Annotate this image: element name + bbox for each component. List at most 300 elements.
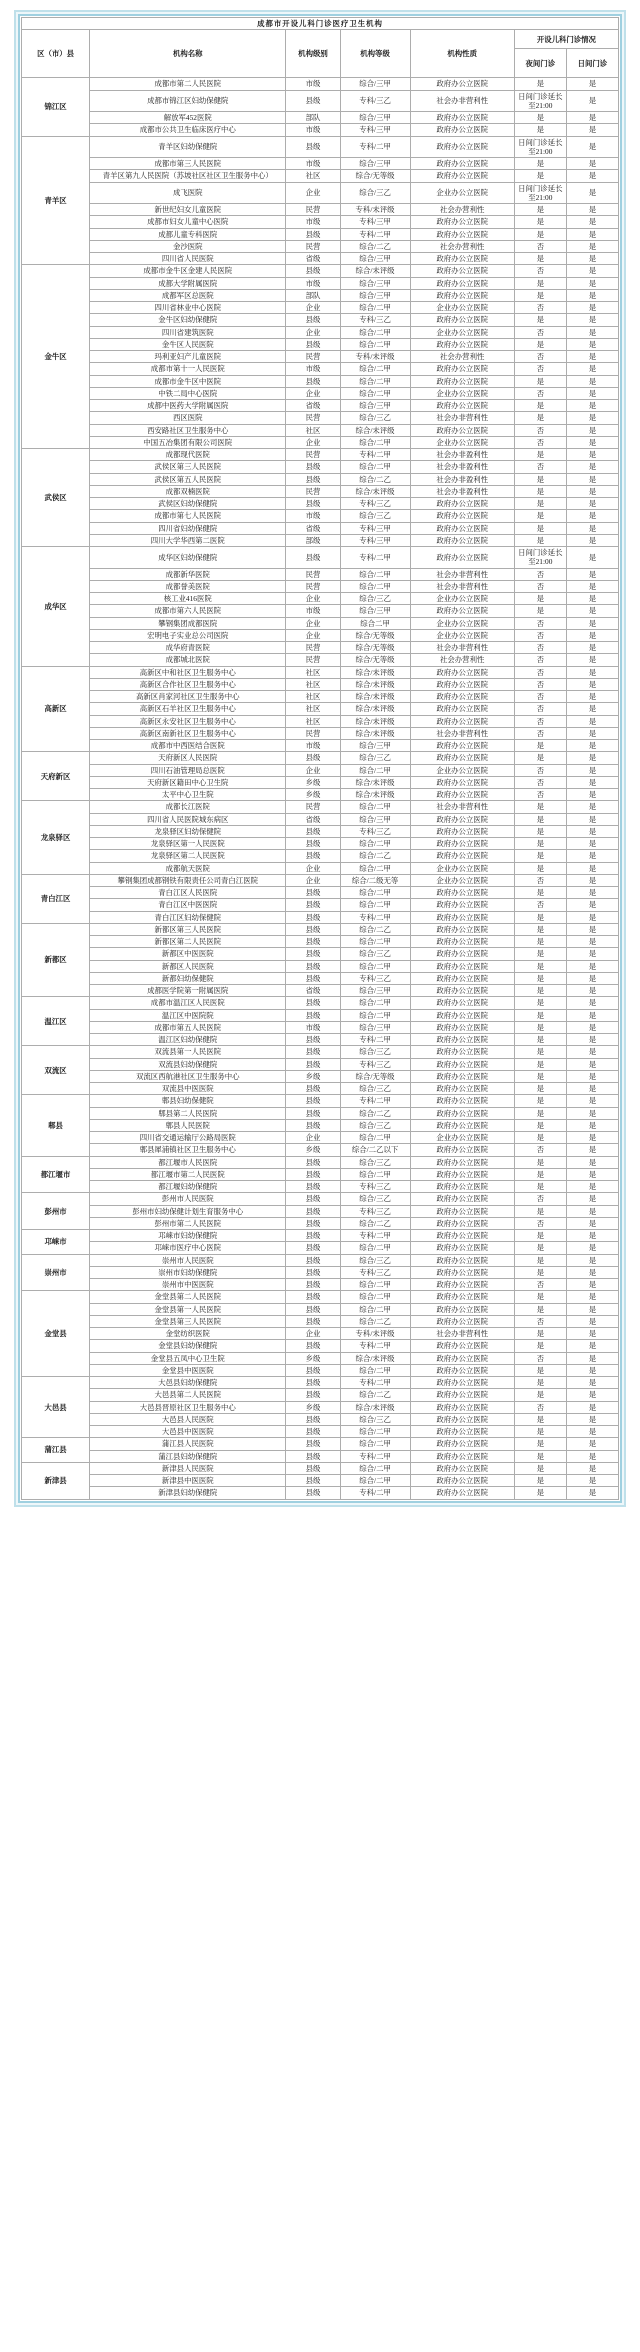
- day-clinic-cell: 是: [566, 547, 618, 569]
- institution-grade-cell: 专科/未评级: [340, 1328, 410, 1340]
- institution-level-cell: 县级: [286, 1095, 340, 1107]
- institution-nature-cell: 政府办公立医院: [410, 838, 514, 850]
- institution-nature-cell: 社会办非营利性: [410, 412, 514, 424]
- table-row: [22, 862, 619, 874]
- institution-grade-cell: 综合/二甲: [340, 1291, 410, 1303]
- institution-nature-cell: 政府办公立医院: [410, 1438, 514, 1450]
- institution-level-cell: 县级: [286, 1205, 340, 1217]
- night-clinic-cell: 是: [514, 1156, 566, 1168]
- institution-level-cell: 企业: [286, 1132, 340, 1144]
- institution-grade-cell: 专科/二甲: [340, 1340, 410, 1352]
- institution-nature-cell: 政府办公立医院: [410, 1303, 514, 1315]
- institution-nature-cell: 政府办公立医院: [410, 228, 514, 240]
- institution-grade-cell: 综合/二甲: [340, 338, 410, 350]
- table-row: [22, 1364, 619, 1376]
- night-clinic-cell: 日间门诊延长至21:00: [514, 547, 566, 569]
- night-clinic-cell: 是: [514, 1009, 566, 1021]
- region-cell: 郫县: [22, 1095, 90, 1156]
- table-row: [22, 1475, 619, 1487]
- institution-grade-cell: 综合/二甲: [340, 387, 410, 399]
- institution-level-cell: 县级: [286, 1168, 340, 1180]
- institution-name-cell: 攀钢集团成都钢铁有限责任公司青白江医院: [90, 874, 286, 886]
- institution-nature-cell: 政府办公立医院: [410, 1254, 514, 1266]
- institution-nature-cell: 政府办公立医院: [410, 972, 514, 984]
- institution-grade-cell: 综合/三甲: [340, 1021, 410, 1033]
- institution-nature-cell: 社会办非营利性: [410, 568, 514, 580]
- night-clinic-cell: 是: [514, 1046, 566, 1058]
- institution-nature-cell: 政府办公立医院: [410, 1352, 514, 1364]
- institution-nature-cell: 政府办公立医院: [410, 1009, 514, 1021]
- institution-name-cell: 成都军区总医院: [90, 289, 286, 301]
- institution-name-cell: 郫县第二人民医院: [90, 1107, 286, 1119]
- institution-name-cell: 新世纪妇女儿童医院: [90, 204, 286, 216]
- region-cell: 金牛区: [22, 265, 90, 449]
- institution-name-cell: 新都区第三人民医院: [90, 923, 286, 935]
- institution-name-cell: 四川省人民医院: [90, 253, 286, 265]
- institution-grade-cell: 综合/三甲: [340, 78, 410, 90]
- institution-name-cell: 郫县人民医院: [90, 1119, 286, 1131]
- night-clinic-cell: 否: [514, 1352, 566, 1364]
- institution-grade-cell: 综合/未评级: [340, 666, 410, 678]
- institution-name-cell: 新津县中医医院: [90, 1475, 286, 1487]
- institution-grade-cell: 综合/二甲: [340, 580, 410, 592]
- day-clinic-cell: 是: [566, 1389, 618, 1401]
- day-clinic-cell: 是: [566, 1230, 618, 1242]
- table-row: [22, 1242, 619, 1254]
- night-clinic-cell: 是: [514, 752, 566, 764]
- table-row: [22, 691, 619, 703]
- institution-name-cell: 蒲江县人民医院: [90, 1438, 286, 1450]
- institution-grade-cell: 综合/三乙: [340, 948, 410, 960]
- institution-level-cell: 企业: [286, 629, 340, 641]
- day-clinic-cell: 是: [566, 1132, 618, 1144]
- institution-nature-cell: 政府办公立医院: [410, 498, 514, 510]
- institution-nature-cell: 政府办公立医院: [410, 1217, 514, 1229]
- day-clinic-cell: 是: [566, 522, 618, 534]
- institution-name-cell: 四川大学华西第二医院: [90, 534, 286, 546]
- institution-nature-cell: 社会办非营利性: [410, 580, 514, 592]
- institution-level-cell: 县级: [286, 1487, 340, 1499]
- night-clinic-cell: 否: [514, 691, 566, 703]
- region-cell: 双流区: [22, 1046, 90, 1095]
- region-cell: 天府新区: [22, 752, 90, 801]
- institution-level-cell: 社区: [286, 691, 340, 703]
- night-clinic-cell: 是: [514, 1291, 566, 1303]
- day-clinic-cell: 是: [566, 78, 618, 90]
- institution-name-cell: 彭州市第二人民医院: [90, 1217, 286, 1229]
- region-cell: 彭州市: [22, 1193, 90, 1230]
- day-clinic-cell: 是: [566, 801, 618, 813]
- institution-grade-cell: 综合/二甲: [340, 375, 410, 387]
- table-row: [22, 436, 619, 448]
- institution-name-cell: 高新区合作社区卫生服务中心: [90, 678, 286, 690]
- institution-nature-cell: 企业办公立医院: [410, 436, 514, 448]
- institution-name-cell: 成都新华医院: [90, 568, 286, 580]
- table-row: [22, 449, 619, 461]
- institution-name-cell: 温江区中医院院: [90, 1009, 286, 1021]
- institution-level-cell: 社区: [286, 703, 340, 715]
- day-clinic-cell: 是: [566, 960, 618, 972]
- day-clinic-cell: 是: [566, 740, 618, 752]
- night-clinic-cell: 是: [514, 1462, 566, 1474]
- institution-nature-cell: 政府办公立医院: [410, 158, 514, 170]
- institution-grade-cell: 专科/二甲: [340, 547, 410, 569]
- region-cell: 龙泉驿区: [22, 801, 90, 875]
- institution-level-cell: 县级: [286, 1377, 340, 1389]
- region-cell: 邛崃市: [22, 1230, 90, 1255]
- day-clinic-cell: 是: [566, 666, 618, 678]
- night-clinic-cell: 是: [514, 593, 566, 605]
- institution-level-cell: 县级: [286, 1426, 340, 1438]
- institution-grade-cell: 综合/未评级: [340, 1401, 410, 1413]
- institution-grade-cell: 综合二甲: [340, 617, 410, 629]
- table-row: [22, 314, 619, 326]
- institution-level-cell: 部级: [286, 534, 340, 546]
- institution-name-cell: 大邑县第二人民医院: [90, 1389, 286, 1401]
- institution-name-cell: 成都市金牛区金建人民医院: [90, 265, 286, 277]
- institution-nature-cell: 政府办公立医院: [410, 948, 514, 960]
- institution-grade-cell: 专科/三甲: [340, 522, 410, 534]
- institution-grade-cell: 综合/二甲: [340, 436, 410, 448]
- night-clinic-cell: 是: [514, 1168, 566, 1180]
- institution-name-cell: 郫县犀浦镇社区卫生服务中心: [90, 1144, 286, 1156]
- night-clinic-cell: 是: [514, 1058, 566, 1070]
- institution-grade-cell: 综合/二甲: [340, 1242, 410, 1254]
- institution-nature-cell: 政府办公立医院: [410, 997, 514, 1009]
- table-row: [22, 265, 619, 277]
- institution-name-cell: 龙泉驿区第一人民医院: [90, 838, 286, 850]
- day-clinic-cell: 是: [566, 1352, 618, 1364]
- institution-nature-cell: 政府办公立医院: [410, 375, 514, 387]
- institution-name-cell: 成华区妇幼保健院: [90, 547, 286, 569]
- day-clinic-cell: 是: [566, 400, 618, 412]
- institution-nature-cell: 政府办公立医院: [410, 216, 514, 228]
- region-cell: 锦江区: [22, 78, 90, 136]
- institution-name-cell: 郫县妇幼保健院: [90, 1095, 286, 1107]
- table-row: [22, 182, 619, 204]
- institution-name-cell: 中国五冶集团有限公司医院: [90, 436, 286, 448]
- night-clinic-cell: 是: [514, 158, 566, 170]
- institution-nature-cell: 政府办公立医院: [410, 1046, 514, 1058]
- institution-name-cell: 成都中医药大学附属医院: [90, 400, 286, 412]
- institution-level-cell: 省级: [286, 522, 340, 534]
- institution-nature-cell: 政府办公立医院: [410, 1070, 514, 1082]
- institution-grade-cell: 专科/三乙: [340, 825, 410, 837]
- table-row: [22, 776, 619, 788]
- institution-level-cell: 企业: [286, 1328, 340, 1340]
- table-row: [22, 813, 619, 825]
- institution-name-cell: 金堂县五凤中心卫生院: [90, 1352, 286, 1364]
- day-clinic-cell: 是: [566, 1340, 618, 1352]
- night-clinic-cell: 是: [514, 1119, 566, 1131]
- institution-name-cell: 新都区中医医院: [90, 948, 286, 960]
- night-clinic-cell: 日间门诊延长至21:00: [514, 182, 566, 204]
- institution-level-cell: 民营: [286, 449, 340, 461]
- institution-name-cell: 高新区石羊社区卫生服务中心: [90, 703, 286, 715]
- day-clinic-cell: 是: [566, 911, 618, 923]
- day-clinic-cell: 是: [566, 727, 618, 739]
- institution-name-cell: 青羊区第九人民医院（苏坡社区社区卫生服务中心）: [90, 170, 286, 182]
- institution-grade-cell: 综合/二乙: [340, 1107, 410, 1119]
- table-row: [22, 461, 619, 473]
- night-clinic-cell: 否: [514, 789, 566, 801]
- institution-level-cell: 民营: [286, 580, 340, 592]
- title-row: [22, 18, 619, 30]
- day-clinic-cell: 是: [566, 1107, 618, 1119]
- institution-level-cell: 县级: [286, 1279, 340, 1291]
- day-clinic-cell: 是: [566, 412, 618, 424]
- institution-name-cell: 宏明电子实业总公司医院: [90, 629, 286, 641]
- night-clinic-cell: 是: [514, 449, 566, 461]
- institution-nature-cell: 政府办公立医院: [410, 911, 514, 923]
- night-clinic-cell: 日间门诊延长至21:00: [514, 136, 566, 158]
- institution-nature-cell: 政府办公立医院: [410, 338, 514, 350]
- table-row: [22, 1315, 619, 1327]
- night-clinic-cell: 是: [514, 400, 566, 412]
- institution-grade-cell: 专科/二甲: [340, 449, 410, 461]
- table-row: [22, 1107, 619, 1119]
- institution-level-cell: 县级: [286, 547, 340, 569]
- day-clinic-cell: 是: [566, 265, 618, 277]
- night-clinic-cell: 是: [514, 1034, 566, 1046]
- day-clinic-cell: 是: [566, 1291, 618, 1303]
- institution-nature-cell: 政府办公立医院: [410, 1291, 514, 1303]
- institution-name-cell: 武侯区妇幼保健院: [90, 498, 286, 510]
- institution-level-cell: 县级: [286, 960, 340, 972]
- table-row: [22, 948, 619, 960]
- institution-grade-cell: 综合/二级无等: [340, 874, 410, 886]
- table-row: [22, 1254, 619, 1266]
- institution-name-cell: 青白江区妇幼保健院: [90, 911, 286, 923]
- institution-level-cell: 县级: [286, 1217, 340, 1229]
- day-clinic-cell: 是: [566, 691, 618, 703]
- day-clinic-cell: 是: [566, 112, 618, 124]
- institution-nature-cell: 政府办公立医院: [410, 1377, 514, 1389]
- institution-nature-cell: 政府办公立医院: [410, 265, 514, 277]
- institution-name-cell: 青羊区妇幼保健院: [90, 136, 286, 158]
- night-clinic-cell: 是: [514, 740, 566, 752]
- day-clinic-cell: 是: [566, 1070, 618, 1082]
- institution-grade-cell: 综合/二乙以下: [340, 1144, 410, 1156]
- institution-grade-cell: 专科/未评级: [340, 204, 410, 216]
- institution-name-cell: 都江堰妇幼保健院: [90, 1181, 286, 1193]
- institution-nature-cell: 政府办公立医院: [410, 1095, 514, 1107]
- institution-nature-cell: 政府办公立医院: [410, 605, 514, 617]
- table-row: [22, 510, 619, 522]
- institution-nature-cell: 政府办公立医院: [410, 136, 514, 158]
- institution-grade-cell: 综合/二甲: [340, 1132, 410, 1144]
- institution-nature-cell: 政府办公立医院: [410, 289, 514, 301]
- table-row: [22, 1291, 619, 1303]
- day-clinic-cell: 是: [566, 1046, 618, 1058]
- institution-name-cell: 崇州市人民医院: [90, 1254, 286, 1266]
- day-clinic-cell: 是: [566, 216, 618, 228]
- night-clinic-cell: 否: [514, 776, 566, 788]
- night-clinic-cell: 是: [514, 473, 566, 485]
- institution-level-cell: 县级: [286, 1009, 340, 1021]
- night-clinic-cell: 是: [514, 936, 566, 948]
- institution-level-cell: 县级: [286, 1034, 340, 1046]
- region-cell: 新津县: [22, 1462, 90, 1499]
- institution-name-cell: 双流县妇幼保健院: [90, 1058, 286, 1070]
- institution-nature-cell: 社会办营利性: [410, 204, 514, 216]
- night-clinic-cell: 是: [514, 338, 566, 350]
- table-row: [22, 678, 619, 690]
- institution-level-cell: 乡级: [286, 789, 340, 801]
- institution-nature-cell: 政府办公立医院: [410, 1193, 514, 1205]
- day-clinic-cell: 是: [566, 629, 618, 641]
- institution-nature-cell: 政府办公立医院: [410, 825, 514, 837]
- institution-nature-cell: 企业办公立医院: [410, 629, 514, 641]
- institution-name-cell: 成都市中西医结合医院: [90, 740, 286, 752]
- institution-name-cell: 高新区肖家河社区卫生服务中心: [90, 691, 286, 703]
- day-clinic-cell: 是: [566, 363, 618, 375]
- institution-name-cell: 成都市妇女儿童中心医院: [90, 216, 286, 228]
- institution-grade-cell: 综合/二乙: [340, 240, 410, 252]
- institution-nature-cell: 企业办公立医院: [410, 862, 514, 874]
- institution-level-cell: 县级: [286, 1266, 340, 1278]
- day-clinic-cell: 是: [566, 1205, 618, 1217]
- institution-level-cell: 市级: [286, 740, 340, 752]
- institution-name-cell: 金堂县第一人民医院: [90, 1303, 286, 1315]
- institution-grade-cell: 综合/二甲: [340, 764, 410, 776]
- table-row: [22, 825, 619, 837]
- table-row: [22, 740, 619, 752]
- night-clinic-cell: 是: [514, 1242, 566, 1254]
- institution-nature-cell: 政府办公立医院: [410, 1426, 514, 1438]
- table-row: [22, 654, 619, 666]
- table-row: [22, 568, 619, 580]
- institution-nature-cell: 政府办公立医院: [410, 776, 514, 788]
- institution-name-cell: 四川省交通运输厅公路局医院: [90, 1132, 286, 1144]
- institution-grade-cell: 综合/二甲: [340, 1168, 410, 1180]
- day-clinic-cell: 是: [566, 1377, 618, 1389]
- table-row: [22, 887, 619, 899]
- institution-grade-cell: 综合/未评级: [340, 424, 410, 436]
- day-clinic-cell: 是: [566, 1168, 618, 1180]
- institution-level-cell: 市级: [286, 277, 340, 289]
- institution-nature-cell: 社会办非营利性: [410, 801, 514, 813]
- day-clinic-cell: 是: [566, 1426, 618, 1438]
- institution-name-cell: 中铁二局中心医院: [90, 387, 286, 399]
- institution-level-cell: 县级: [286, 228, 340, 240]
- night-clinic-cell: 是: [514, 862, 566, 874]
- day-clinic-cell: 是: [566, 1119, 618, 1131]
- day-clinic-cell: 是: [566, 1450, 618, 1462]
- night-clinic-cell: 否: [514, 240, 566, 252]
- night-clinic-cell: 否: [514, 764, 566, 776]
- institution-grade-cell: 综合/三甲: [340, 289, 410, 301]
- table-row: [22, 923, 619, 935]
- institution-level-cell: 县级: [286, 1046, 340, 1058]
- table-row: [22, 1389, 619, 1401]
- institution-level-cell: 社区: [286, 666, 340, 678]
- day-clinic-cell: 是: [566, 642, 618, 654]
- night-clinic-cell: 是: [514, 1413, 566, 1425]
- institution-nature-cell: 政府办公立医院: [410, 1462, 514, 1474]
- night-clinic-cell: 是: [514, 960, 566, 972]
- institution-level-cell: 市级: [286, 510, 340, 522]
- institution-name-cell: 成华府青医院: [90, 642, 286, 654]
- institution-level-cell: 县级: [286, 1107, 340, 1119]
- table-row: [22, 351, 619, 363]
- night-clinic-cell: 是: [514, 522, 566, 534]
- institution-level-cell: 部队: [286, 289, 340, 301]
- night-clinic-cell: 否: [514, 715, 566, 727]
- night-clinic-cell: 否: [514, 874, 566, 886]
- institution-level-cell: 民营: [286, 727, 340, 739]
- institution-grade-cell: 综合/三乙: [340, 593, 410, 605]
- institution-grade-cell: 专科/三甲: [340, 124, 410, 136]
- institution-name-cell: 成都市第十一人民医院: [90, 363, 286, 375]
- table-row: [22, 485, 619, 497]
- day-clinic-cell: 是: [566, 862, 618, 874]
- page-title: 成都市开设儿科门诊医疗卫生机构: [22, 18, 619, 30]
- institution-name-cell: 成都誉美医院: [90, 580, 286, 592]
- institution-grade-cell: 综合/三甲: [340, 253, 410, 265]
- institution-level-cell: 县级: [286, 90, 340, 112]
- night-clinic-cell: 是: [514, 1181, 566, 1193]
- day-clinic-cell: 是: [566, 936, 618, 948]
- table-row: [22, 1095, 619, 1107]
- table-row: [22, 874, 619, 886]
- night-clinic-cell: 是: [514, 923, 566, 935]
- institution-level-cell: 市级: [286, 363, 340, 375]
- day-clinic-cell: 是: [566, 253, 618, 265]
- day-clinic-cell: 是: [566, 461, 618, 473]
- day-clinic-cell: 是: [566, 1413, 618, 1425]
- institution-nature-cell: 政府办公立医院: [410, 314, 514, 326]
- night-clinic-cell: 是: [514, 1266, 566, 1278]
- institution-level-cell: 县级: [286, 1058, 340, 1070]
- institution-nature-cell: 政府办公立医院: [410, 813, 514, 825]
- table-frame-outer: [14, 10, 626, 1507]
- day-clinic-cell: 是: [566, 899, 618, 911]
- institution-name-cell: 天府新区籍田中心卫生院: [90, 776, 286, 788]
- institution-level-cell: 省级: [286, 400, 340, 412]
- table-row: [22, 1205, 619, 1217]
- institution-nature-cell: 政府办公立医院: [410, 1181, 514, 1193]
- institution-grade-cell: 综合/二甲: [340, 838, 410, 850]
- day-clinic-cell: 是: [566, 124, 618, 136]
- institution-level-cell: 县级: [286, 1254, 340, 1266]
- institution-level-cell: 企业: [286, 436, 340, 448]
- institution-nature-cell: 政府办公立医院: [410, 1389, 514, 1401]
- institution-name-cell: 金牛区人民医院: [90, 338, 286, 350]
- night-clinic-cell: 否: [514, 899, 566, 911]
- table-row: [22, 228, 619, 240]
- institution-name-cell: 龙泉驿区第二人民医院: [90, 850, 286, 862]
- institution-nature-cell: 政府办公立医院: [410, 985, 514, 997]
- institution-grade-cell: 综合/三乙: [340, 1119, 410, 1131]
- table-row: [22, 112, 619, 124]
- institution-grade-cell: 专科/二甲: [340, 1377, 410, 1389]
- night-clinic-cell: 是: [514, 314, 566, 326]
- night-clinic-cell: 否: [514, 678, 566, 690]
- table-row: [22, 1058, 619, 1070]
- day-clinic-cell: 是: [566, 1315, 618, 1327]
- institution-level-cell: 县级: [286, 838, 340, 850]
- night-clinic-cell: 否: [514, 461, 566, 473]
- night-clinic-cell: 日间门诊延长至21:00: [514, 90, 566, 112]
- institution-nature-cell: 政府办公立医院: [410, 936, 514, 948]
- institution-level-cell: 市级: [286, 216, 340, 228]
- institution-grade-cell: 综合/三乙: [340, 1046, 410, 1058]
- table-row: [22, 1181, 619, 1193]
- day-clinic-cell: 是: [566, 1266, 618, 1278]
- institution-grade-cell: 综合/无等级: [340, 629, 410, 641]
- institution-grade-cell: 专科/三甲: [340, 534, 410, 546]
